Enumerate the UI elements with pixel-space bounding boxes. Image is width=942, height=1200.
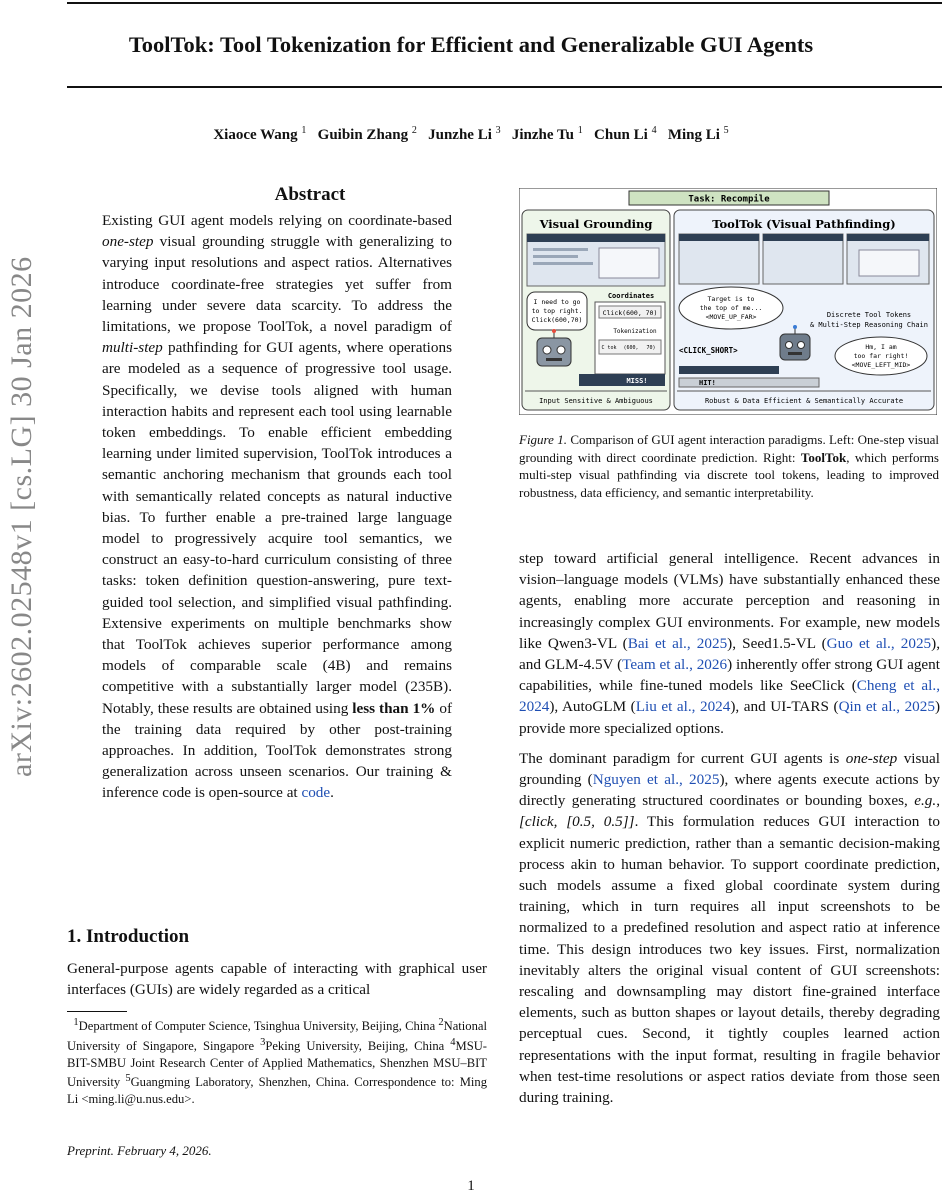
right-screenshots: [679, 234, 929, 284]
svg-text:HIT!: HIT!: [699, 379, 716, 387]
svg-text:C tok: C tok: [601, 345, 617, 351]
code-link[interactable]: code: [301, 784, 331, 802]
svg-text:the top of me...: the top of me...: [699, 304, 763, 312]
intro-column-2: [519, 548, 940, 1117]
svg-text:<MOVE_LEFT_MID>: <MOVE_LEFT_MID>: [851, 361, 911, 369]
svg-text:& Multi-Step Reasoning Chain: & Multi-Step Reasoning Chain: [809, 321, 929, 329]
click-short-token: <CLICK_SHORT>: [679, 346, 738, 355]
title-rule: [67, 86, 942, 88]
svg-text:Click(600,70): Click(600,70): [531, 316, 583, 324]
affiliations-footnote: $^1$Department of Computer Science, Tsinghua University, Beijing, China $^2$National University of Singapore, Singapore $^3$Peking University, Beijing, China $^4$MSU-BIT-SMBU Joint Research Center of Applied Mathematics, Shenzhen MSU–BIT University $^5$Guangming Laboratory, Shenzhen, China. Correspondence to: Ming Li <ming.li@u.nus.edu>.: [67, 1017, 488, 1106]
citation-link[interactable]: Qin et al., 2025: [838, 698, 935, 716]
svg-text:too far right!: too far right!: [853, 352, 909, 360]
citation-link[interactable]: Bai et al., 2025: [627, 634, 728, 652]
right-title: ToolTok (Visual Pathfinding): [712, 217, 896, 231]
author: Guibin Zhang: [317, 127, 409, 143]
author: Xiaoce Wang: [213, 127, 298, 143]
svg-text:70): 70): [646, 345, 656, 351]
citation-link[interactable]: Nguyen et al., 2025: [592, 771, 720, 789]
author: Junzhe Li: [428, 127, 492, 143]
svg-text:MISS!: MISS!: [626, 377, 648, 385]
paper-title: ToolTok: Tool Tokenization for Efficient and Generalizable GUI Agents: [128, 32, 814, 57]
citation-link[interactable]: Team et al., 2026: [622, 656, 728, 674]
svg-text:to top right.: to top right.: [531, 307, 583, 315]
miss-bar: [579, 374, 665, 386]
preprint-note: Preprint. February 4, 2026.: [67, 1143, 212, 1158]
citation-link[interactable]: Cheng et al., 2024: [519, 677, 940, 716]
page-number: 1: [467, 1178, 475, 1194]
footnote-rule: [67, 1011, 127, 1012]
intro-paragraph: General-purpose agents capable of interacting with graphical user interfaces (GUIs) are widely regarded as a critical: [67, 960, 487, 999]
author: Jinzhe Tu: [511, 127, 575, 143]
svg-text:(600,: (600,: [623, 345, 639, 351]
author: Ming Li: [667, 127, 720, 143]
svg-text:I need to go: I need to go: [533, 298, 581, 306]
citation-link[interactable]: Guo et al., 2025: [826, 634, 932, 652]
svg-text:Hm, I am: Hm, I am: [865, 343, 897, 351]
svg-text:Click(600, 70): Click(600, 70): [602, 309, 658, 317]
figure-1: [519, 188, 937, 415]
left-footer: Input Sensitive & Ambiguous: [539, 397, 653, 405]
intro-paragraph-1: step toward artificial general intelligence. Recent advances in vision–language models (VLMs) have substantially enhanced these agents, enabling more accurate perception and reasoning in increasingly complex GUI environments. For example, new models like Qwen3-VL (Bai et al., 2025), Seed1.5-VL (Guo et al., 2025), and GLM-4.5V (Team et al., 2026) inherently offer strong GUI agent capabilities, while fine-tuned models like SeeClick (Cheng et al., 2024), AutoGLM (Liu et al., 2024), and UI-TARS (Qin et al., 2025) provide more specialized options.: [519, 550, 941, 737]
abstract-body: Existing GUI agent models relying on coordinate-based one-step visual grounding struggle with generalizing to varying input resolutions and aspect ratios. Alternatives introduce coordinate-free strategies yet suffer from learning under severe data scarcity. To address the limitations, we propose ToolTok, a novel paradigm of multi-step pathfinding for GUI agents, where operations are modeled as a sequence of progressive tool usage. Specifically, we devise tools aligned with human interaction habits and represent each tool using learnable token embeddings. To enable efficient embedding learning under limited supervision, ToolTok introduces a semantic anchoring mechanism that grounds each tool with semantically related concepts as natural inductive bias. To further enable a pre-trained large language model to progressively acquire tool semantics, we construct an easy-to-hard curriculum consisting of three tasks: token definition question-answering, pure text-guided tool selection, and simplified visual pathfinding. Extensive experiments on multiple benchmarks show that ToolTok achieves superior performance among models of comparable scale (4B) and remains competitive with a substantially larger model (235B). Notably, these results are obtained using less than 1% of the training data required by other post-training approaches. In addition, ToolTok demonstrates strong generalization across unseen scenarios. Our training & inference code is open-source at code.: [102, 212, 453, 802]
hit-bar: [679, 366, 779, 374]
top-rule: [67, 2, 942, 4]
citation-link[interactable]: Liu et al., 2024: [635, 698, 731, 716]
task-label: Task: Recompile: [688, 194, 770, 205]
svg-text:Target is to: Target is to: [707, 295, 755, 303]
author: Chun Li: [594, 127, 648, 143]
tokenization-label: Tokenization: [613, 328, 657, 335]
figure-caption: Figure 1. Comparison of GUI agent interaction paradigms. Left: One-step visual grounding with direct coordinate prediction. Right: ToolTok, which performs multi-step visual pathfinding via discrete tool tokens, leading to improved robustness, data efficiency, and semantic interpretability.: [519, 432, 939, 500]
intro-paragraph-2: The dominant paradigm for current GUI agents is one-step visual grounding (Nguyen et al., 2025), where agents execute actions by directly generating structured coordinates or bounding boxes, e.g., [click, [0.5, 0.5]]. This formulation reduces GUI interaction to explicit numeric prediction, rather than a semantic decision-making process akin to human behavior. To support coordinate prediction, such models assume a fixed global coordinate system during training, which in turn requires all input screenshots to be normalized to a predefined resolution and aspect ratio at inference time. This design introduces two key issues. First, normalization inevitably alters the original visual content of GUI screenshots: rescaling and downsampling may distort fine-grained interface elements, such as button shapes or layout details, thereby degrading perceptual cues. Second, it tightly couples learned action representations with the input format, resulting in fragile behavior when test-time resolutions or aspect ratios deviate from those seen during training.: [519, 749, 940, 1107]
svg-text:Discrete Tool Tokens: Discrete Tool Tokens: [826, 311, 912, 319]
svg-text:<MOVE_UP_FAR>: <MOVE_UP_FAR>: [705, 313, 757, 321]
right-footer: Robust & Data Efficient & Semantically Accurate: [704, 397, 904, 405]
author-list: Xiaoce Wang $^1$ Guibin Zhang $^2$ Junzhe Li $^3$ Jinzhe Tu $^1$ Chun Li $^4$ Ming Li $^5$: [213, 125, 729, 143]
svg-text:Coordinates: Coordinates: [607, 292, 655, 300]
left-screenshot-bar: [527, 234, 665, 242]
abstract-heading: Abstract: [274, 184, 346, 205]
left-title: Visual Grounding: [539, 217, 653, 231]
arxiv-stamp: arXiv:2602.02548v1 [cs.LG] 30 Jan 2026: [5, 256, 38, 777]
intro-heading: 1. Introduction: [67, 926, 190, 947]
